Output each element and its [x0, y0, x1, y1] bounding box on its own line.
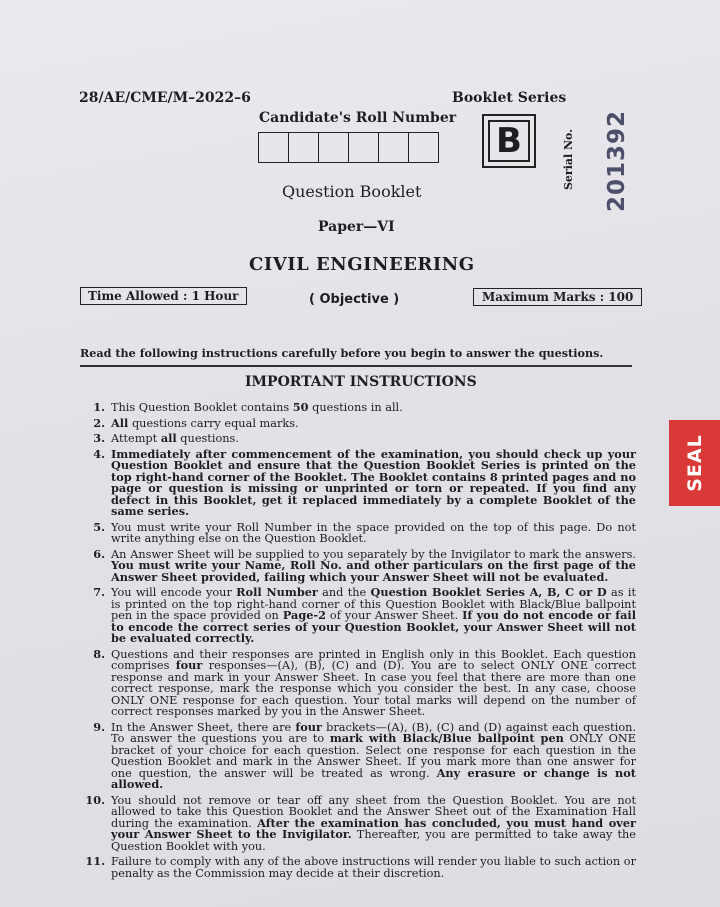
instruction-text [111, 402, 636, 414]
instruction-text [111, 649, 636, 718]
instruction-text-segment: All [111, 415, 129, 430]
instruction-text-segment: brackets—(A), (B), (C) and (D) against each question. To answer the questions you are to [111, 720, 636, 745]
instruction-number: 7. [93, 585, 105, 599]
instruction-text [111, 719, 636, 791]
instruction-text-segment: Failure to comply with any of the above instructions will render you liable to such action or penalty as the Commission may decide at their discretion. [111, 855, 636, 880]
instruction-item [80, 546, 636, 584]
roll-digit-box[interactable] [409, 133, 438, 162]
instruction-text-segment: all [160, 431, 177, 445]
objective-label: ( Objective ) [309, 292, 400, 307]
instruction-text-segment: Questions and their responses are printed in English only in this Booklet. Each question comprises [111, 647, 636, 672]
instruction-text [111, 415, 636, 430]
instruction-text-segment: mark with Black/Blue ballpoint pen [329, 731, 564, 745]
booklet-series-box [482, 114, 536, 168]
roll-digit-box[interactable] [319, 133, 349, 162]
important-instructions-heading: IMPORTANT INSTRUCTIONS [245, 374, 477, 390]
instruction-text [111, 587, 636, 645]
serial-number-block [552, 109, 631, 213]
instruction-text-segment: Roll Number [236, 585, 318, 599]
instruction-item [80, 402, 636, 414]
instruction-item [80, 792, 636, 853]
instruction-text-segment: questions in all. [308, 401, 403, 414]
instruction-text-segment: as it is printed on the top right-hand corner of this Question Booklet with Black/Blue ballpoint pen in the space provided on [111, 586, 636, 622]
instruction-text [111, 549, 636, 584]
instruction-text-segment: After the examination has concluded, you must hand over your Answer Sheet to the Invigilator. [111, 815, 636, 841]
roll-digit-box[interactable] [379, 133, 409, 162]
roll-number-boxes[interactable] [258, 132, 439, 163]
instruction-item [80, 433, 636, 445]
instruction-text-segment: questions carry equal marks. [128, 416, 299, 430]
instruction-number: 9. [93, 719, 105, 734]
instruction-text-segment: Immediately after commencement of the examination, you should check up your Question Booklet and ensure that the Question Booklet Series is printed on the top right-hand corner of the Booklet. The Booklet contains 8 printed pages and no page or question is missing or unprinted or torn or repeated. If you find any defect in this Booklet, get it replaced immediately by a complete Booklet of the same series. [111, 446, 636, 518]
instruction-text-segment: You must write your Roll Number in the space provided on the top of this page. Do not write anything else on the Question Booklet. [111, 520, 636, 545]
instruction-text-segment: An Answer Sheet will be supplied to you separately by the Invigilator to mark the answers. [111, 547, 636, 561]
instruction-text [111, 522, 636, 545]
seal-text: SEAL [684, 434, 706, 492]
instruction-item [80, 646, 636, 718]
instruction-item [80, 856, 636, 879]
instruction-text-segment: of your Answer Sheet. [325, 609, 463, 622]
instruction-number: 4. [93, 446, 105, 461]
instruction-text-segment: 50 [292, 400, 309, 414]
instruction-text-segment: You must write your Name, Roll No. and other particulars on the first page of the Answer Sheet provided, failing which your Answer Sheet will not be evaluated. [111, 558, 636, 584]
instruction-text-segment: four [295, 719, 322, 734]
instruction-text-segment: This Question Booklet contains [111, 401, 293, 414]
booklet-series-letter: B [488, 120, 530, 162]
instruction-number: 3. [93, 431, 105, 445]
instruction-text-segment: responses—(A), (B), (C) and (D). You are to select ONLY ONE correct response and mark in your Answer Sheet. In case you feel that there are more than one correct response, mark the response which you consider the best. In any case, choose ONLY ONE response for each question. Your total marks will depend on the number of correct responses marked by you in the Answer Sheet. [111, 659, 636, 718]
instruction-text-segment: Page-2 [282, 608, 326, 622]
maximum-marks: Maximum Marks : 100 [473, 288, 642, 306]
exam-code: 28/AE/CME/M–2022–6 [79, 90, 251, 106]
paper-number: Paper—VI [318, 219, 395, 235]
roll-digit-box[interactable] [349, 133, 379, 162]
booklet-title: Question Booklet [282, 182, 422, 201]
read-instructions-line: Read the following instructions carefully before you begin to answer the questions. [80, 346, 604, 360]
serial-number: 201392 [604, 109, 631, 213]
instruction-item [80, 519, 636, 545]
instruction-number: 1. [93, 400, 105, 414]
divider [80, 365, 632, 367]
instruction-text-segment: Attempt [111, 432, 161, 445]
instruction-text [111, 795, 636, 853]
instruction-number: 6. [93, 546, 105, 561]
instruction-text-segment: four [175, 658, 203, 672]
roll-number-label: Candidate's Roll Number [259, 110, 457, 126]
instruction-text-segment: You should not remove or tear off any sheet from the Question Booklet. You are not allowed to take this Question Booklet and the Answer Sheet out of the Examination Hall during the examination. [111, 793, 636, 830]
instruction-item [80, 587, 636, 645]
instruction-text-segment: and the [317, 586, 371, 599]
instructions-list [80, 402, 636, 883]
subject-title: CIVIL ENGINEERING [249, 254, 475, 275]
instruction-text [111, 446, 636, 518]
roll-digit-box[interactable] [259, 133, 289, 162]
instruction-number: 5. [93, 519, 105, 534]
instruction-number: 2. [93, 415, 105, 430]
instruction-text-segment: questions. [176, 432, 239, 445]
instruction-text [111, 433, 636, 445]
instruction-text [111, 856, 636, 879]
instruction-text-segment: If you do not encode or fail to encode the correct series of your Question Booklet, your Answer Sheet will not be evaluated correctly. [111, 608, 636, 645]
instruction-text-segment: In the Answer Sheet, there are [111, 720, 296, 734]
instruction-item [80, 719, 636, 791]
seal-sticker [669, 420, 720, 506]
instruction-text-segment: Question Booklet Series A, B, C or D [370, 585, 607, 599]
instruction-number: 11. [85, 854, 105, 868]
roll-digit-box[interactable] [289, 133, 319, 162]
instruction-text-segment: You will encode your [111, 586, 237, 599]
time-allowed: Time Allowed : 1 Hour [80, 287, 247, 305]
instruction-text-segment: Any erasure or change is not allowed. [111, 765, 636, 791]
instruction-number: 10. [85, 792, 105, 807]
instruction-item [80, 415, 636, 430]
instruction-number: 8. [93, 646, 105, 661]
serial-number-label: Serial No. [562, 128, 576, 191]
instruction-text-segment: ONLY ONE bracket of your choice for each question. Select one response for each question in the Question Booklet and mark in the Answer Sheet. If you mark more than one answer for one question, the answer will be treated as wrong. [111, 732, 636, 780]
instruction-item [80, 446, 636, 518]
instruction-text-segment: Thereafter, you are permitted to take away the Question Booklet with you. [111, 828, 636, 853]
booklet-series-label: Booklet Series [452, 90, 567, 106]
